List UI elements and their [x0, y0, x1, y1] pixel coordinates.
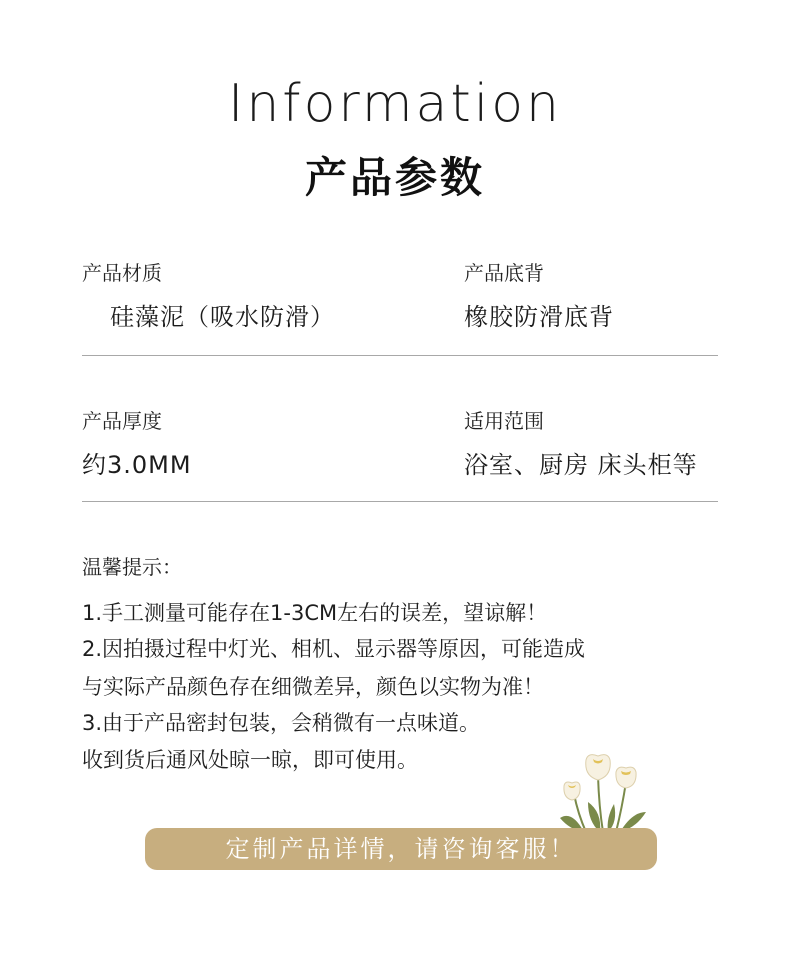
- backing-value: 橡胶防滑底背: [464, 303, 614, 331]
- title-cn: 产品参数: [304, 153, 485, 202]
- tulip-icon: [558, 752, 648, 834]
- thickness-value: 约3.0MM: [82, 451, 192, 479]
- material-label: 产品材质: [82, 261, 162, 285]
- notice-line: 1.手工测量可能存在1-3CM左右的误差，望谅解！: [82, 601, 548, 625]
- notice-title: 温馨提示：: [82, 555, 182, 579]
- notice-line: 与实际产品颜色存在细微差异，颜色以实物为准！: [82, 675, 544, 699]
- backing-label: 产品底背: [464, 261, 544, 285]
- notice-line: 3.由于产品密封包装，会稍微有一点味道。: [82, 711, 481, 735]
- scope-label: 适用范围: [464, 409, 544, 433]
- customize-consult-button[interactable]: 定制产品详情，请咨询客服！: [145, 828, 657, 870]
- material-value: 硅藻泥（吸水防滑）: [110, 303, 335, 331]
- notice-line: 2.因拍摄过程中灯光、相机、显示器等原因，可能造成: [82, 637, 586, 661]
- title-en: Information: [227, 74, 562, 134]
- scope-value: 浴室、厨房 床头柜等: [464, 451, 698, 479]
- divider-1: [82, 355, 718, 356]
- notice-line: 收到货后通风处晾一晾，即可使用。: [82, 748, 418, 772]
- thickness-label: 产品厚度: [82, 409, 162, 433]
- divider-2: [82, 501, 718, 502]
